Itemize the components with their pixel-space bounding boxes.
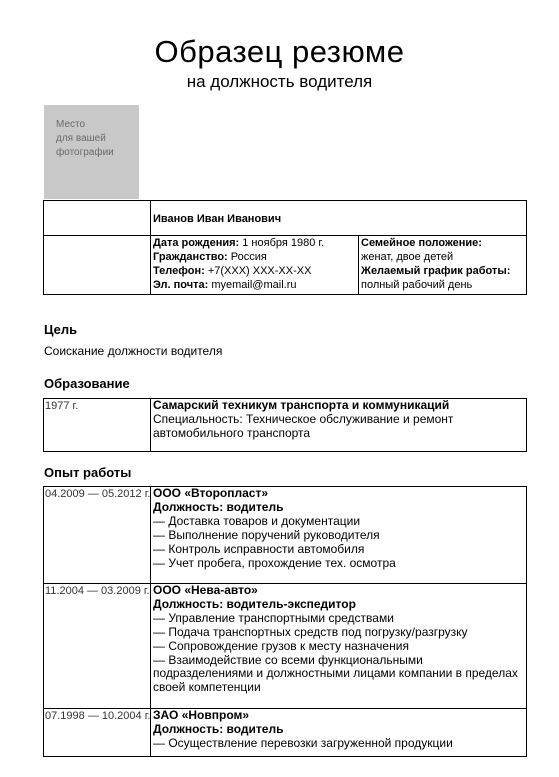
duty-item: — Контроль исправности автомобиля xyxy=(153,541,365,556)
photo-placeholder xyxy=(44,105,139,199)
education-heading: Образование xyxy=(44,376,130,391)
experience-table xyxy=(43,486,527,757)
duty-item: — Доставка товаров и документации xyxy=(153,513,361,528)
duty-item: — Подача транспортных средств под погрузку/разгрузку xyxy=(153,624,468,639)
job-date: 04.2009 — 05.2012 г. xyxy=(44,487,151,584)
personal-details-cell xyxy=(151,236,359,295)
job-row xyxy=(44,584,527,709)
job-position: Должность: водитель xyxy=(153,499,284,514)
duty-item: подразделениями и должностными лицами компании в пределах xyxy=(153,666,518,681)
citizenship-row xyxy=(153,250,358,264)
job-position: Должность: водитель xyxy=(153,721,284,736)
phone-value: +7(XXX) XXX-XX-XX xyxy=(204,265,312,277)
duty-item: — Выполнение поручений руководителя xyxy=(153,527,380,542)
job-row xyxy=(44,487,527,584)
goal-text: Соискание должности водителя xyxy=(44,344,223,358)
resume-title: Образец резюме xyxy=(154,34,405,69)
schedule-value: полный рабочий день xyxy=(361,279,473,291)
job-details xyxy=(151,584,527,709)
resume-subtitle: на должность водителя xyxy=(186,72,373,91)
company-name: ООО «Второпласт» xyxy=(153,486,268,500)
family-schedule-cell xyxy=(359,236,527,295)
birth-row xyxy=(153,236,358,250)
duty-item: — Сопровождение грузов к месту назначения xyxy=(153,638,409,653)
specialty-line: автомобильного транспорта xyxy=(153,425,311,440)
email-label: Эл. почта: xyxy=(153,279,209,291)
candidate-name: Иванов Иван Иванович xyxy=(151,201,527,236)
job-details xyxy=(151,709,527,757)
duty-item: — Осуществление перевозки загруженной продукции xyxy=(153,735,453,750)
duty-item: — Взаимодействие со всеми функциональными xyxy=(153,652,423,667)
goal-heading: Цель xyxy=(44,322,78,337)
duty-item: своей компетенции xyxy=(153,680,261,695)
photo-placeholder-text xyxy=(56,118,136,160)
experience-heading: Опыт работы xyxy=(44,465,132,480)
job-date: 11.2004 — 03.2009 г. xyxy=(44,584,151,709)
duty-item: — Управление транспортными средствами xyxy=(153,610,394,625)
company-name: ЗАО «Новпром» xyxy=(153,708,250,722)
job-details xyxy=(151,487,527,584)
duty-item: — Учет пробега, прохождение тех. осмотра xyxy=(153,555,396,570)
school-name: Самарский техникум транспорта и коммуникаций xyxy=(153,398,450,412)
citizenship-label: Гражданство: xyxy=(153,251,228,263)
photo-text-line: фотографии xyxy=(56,147,114,158)
phone-label: Телефон: xyxy=(153,265,205,277)
job-row xyxy=(44,709,527,757)
birth-value: 1 ноября 1980 г. xyxy=(239,237,325,249)
job-position: Должность: водитель-экспедитор xyxy=(153,596,356,611)
specialty-line: Специальность: Техническое обслуживание и ремонт xyxy=(153,411,454,426)
empty-cell xyxy=(44,236,151,295)
job-date: 07.1998 — 10.2004 г. xyxy=(44,709,151,757)
education-date: 1977 г. xyxy=(44,399,151,452)
schedule-label: Желаемый график работы: xyxy=(361,265,511,277)
family-label: Семейное положение: xyxy=(361,237,482,249)
education-details xyxy=(151,399,527,452)
education-table xyxy=(43,398,527,452)
phone-row xyxy=(153,264,358,278)
citizenship-value: Россия xyxy=(227,251,267,263)
personal-info-table xyxy=(43,200,527,295)
photo-text-line: для вашей xyxy=(56,133,106,144)
email-value: myemail@mail.ru xyxy=(208,279,297,291)
family-value: женат, двое детей xyxy=(361,251,454,263)
email-row xyxy=(153,278,358,292)
company-name: ООО «Нева-авто» xyxy=(153,583,258,597)
birth-label: Дата рождения: xyxy=(153,237,240,249)
photo-text-line: Место xyxy=(56,119,86,130)
empty-cell xyxy=(44,201,151,236)
